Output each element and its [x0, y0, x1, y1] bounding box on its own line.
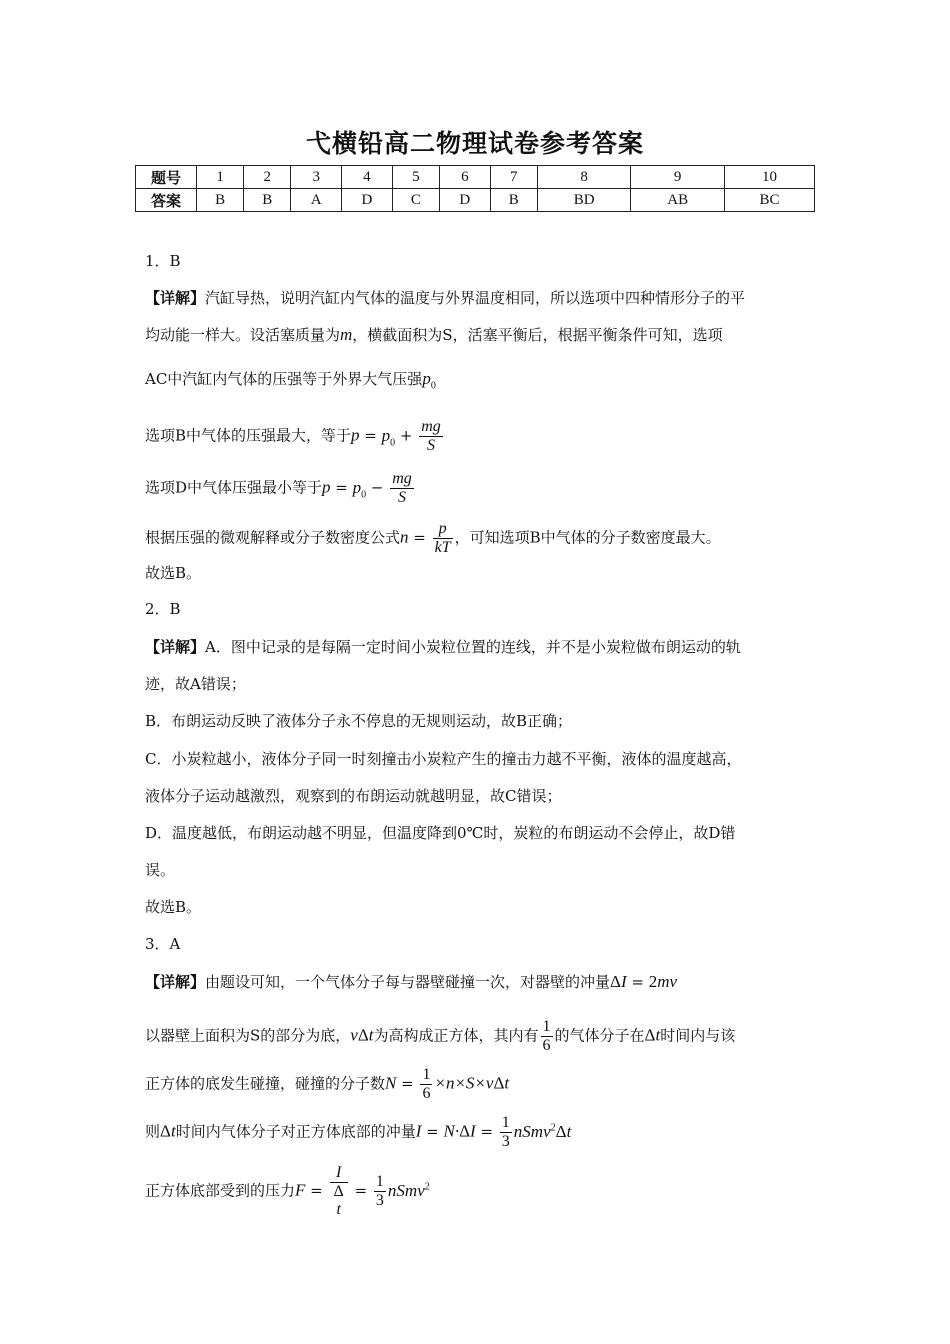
- q2-line-3: B．布朗运动反映了液体分子永不停息的无规则运动，故B正确；: [145, 712, 573, 730]
- q3-line-1: 【详解】由题设可知，一个气体分子每与器壁碰撞一次，对器壁的冲量ΔI = 2mv: [145, 972, 678, 991]
- table-cell: B: [244, 189, 291, 212]
- table-cell: 5: [392, 166, 439, 189]
- q1-conclusion: 故选B。: [145, 564, 202, 582]
- q3-heading: 3．A: [145, 935, 181, 953]
- table-cell: 7: [490, 166, 537, 189]
- q3-detail-tag: 【详解】: [145, 973, 206, 991]
- q3-line-3: 正方体的底发生碰撞，碰撞的分子数N = $\frac{1}{6}$ ×n×S×vΔt: [145, 1066, 510, 1102]
- table-cell: B: [490, 189, 537, 212]
- answer-table-number-row: [136, 166, 815, 189]
- q2-line-5: 液体分子运动越激烈，观察到的布朗运动就越明显，故C错误；: [145, 787, 562, 805]
- table-cell: 2: [244, 166, 291, 189]
- q2-line-7: 误。: [145, 861, 176, 879]
- q1-line-4: 选项B中气体的压强最大，等于$p = p_0$ + $\frac{mg}{S}$: [145, 418, 441, 454]
- q1-line-2: 均动能一样大。设活塞质量为m，横截面积为S，活塞平衡后，根据平衡条件可知，选项: [145, 325, 723, 344]
- q2-line-1: 【详解】A．图中记录的是每隔一定时间小炭粒位置的连线，并不是小炭粒做布朗运动的轨: [145, 638, 741, 656]
- q1-line-1: 【详解】汽缸导热，说明汽缸内气体的温度与外界温度相同，所以选项中四种情形分子的平: [145, 289, 746, 307]
- answer-table-answer-row: [136, 189, 815, 212]
- fraction-one-third: $\frac{1}{3}$: [501, 1114, 510, 1150]
- table-cell: 10: [724, 166, 814, 189]
- fraction-one-third: $\frac{1}{3}$: [375, 1173, 384, 1209]
- q2-conclusion: 故选B。: [145, 898, 202, 916]
- table-cell: A: [291, 189, 342, 212]
- q1-line-6: 根据压强的微观解释或分子数密度公式n = $\frac{p}{kT}$ ，可知选项B中气体的分子数密度最大。: [145, 520, 721, 556]
- q2-detail-tag: 【详解】: [145, 638, 206, 656]
- fraction-mg-over-s: $\frac{mg}{S}$: [392, 470, 412, 506]
- table-cell: 4: [342, 166, 393, 189]
- q2-line-6: D．温度越低，布朗运动越不明显，但温度降到0℃时，炭粒的布朗运动不会停止，故D错: [145, 824, 736, 842]
- fraction-i-over-dt: I Δ t: [330, 1164, 348, 1219]
- q1-line-3: AC中汽缸内气体的压强等于外界大气压强$p_0$: [145, 369, 436, 392]
- q2-line-4: C．小炭粒越小，液体分子同一时刻撞击小炭粒产生的撞击力越不平衡，液体的温度越高，: [145, 750, 742, 768]
- fraction-one-sixth: $\frac{1}{6}$: [422, 1066, 431, 1102]
- fraction-one-sixth: $\frac{1}{6}$: [542, 1018, 551, 1054]
- table-cell: D: [342, 189, 393, 212]
- table-cell: 9: [631, 166, 725, 189]
- page-title: 弋横铅高二物理试卷参考答案: [305, 129, 644, 158]
- table-cell: D: [439, 189, 490, 212]
- table-cell: BC: [724, 189, 814, 212]
- q1-heading: 1．B: [145, 252, 181, 270]
- table-cell: 1: [197, 166, 244, 189]
- q1-line-5: 选项D中气体压强最小等于$p = p_0$ − $\frac{mg}{S}$: [145, 470, 412, 506]
- q2-heading: 2．B: [145, 600, 181, 618]
- q1-detail-tag: 【详解】: [145, 289, 206, 307]
- table-cell: 8: [537, 166, 631, 189]
- q3-line-2: 以器壁上面积为S的部分为底，vΔt为高构成正方体，其内有 $\frac{1}{6}$ 的气体分子在Δt时间内与该: [145, 1018, 736, 1054]
- fraction-p-over-kt: $\frac{p}{kT}$: [434, 520, 451, 556]
- table-cell: AB: [631, 189, 725, 212]
- table-cell: 6: [439, 166, 490, 189]
- table-cell: B: [197, 189, 244, 212]
- fraction-mg-over-s: $\frac{mg}{S}$: [421, 418, 441, 454]
- q3-line-5: 正方体底部受到的压力F = I Δ t = $\frac{1}{3}$ nSmv$^2$: [145, 1164, 430, 1218]
- table-cell: BD: [537, 189, 631, 212]
- q3-line-4: 则Δt时间内气体分子对正方体底部的冲量I = N·ΔI = $\frac{1}{3}$ nSmv$^2$Δt: [145, 1114, 572, 1150]
- row-label-number: 题号: [136, 166, 197, 189]
- row-label-answer: 答案: [136, 189, 197, 212]
- answer-table: [135, 165, 815, 212]
- table-cell: C: [392, 189, 439, 212]
- table-cell: 3: [291, 166, 342, 189]
- q2-line-2: 迹，故A错误；: [145, 675, 246, 693]
